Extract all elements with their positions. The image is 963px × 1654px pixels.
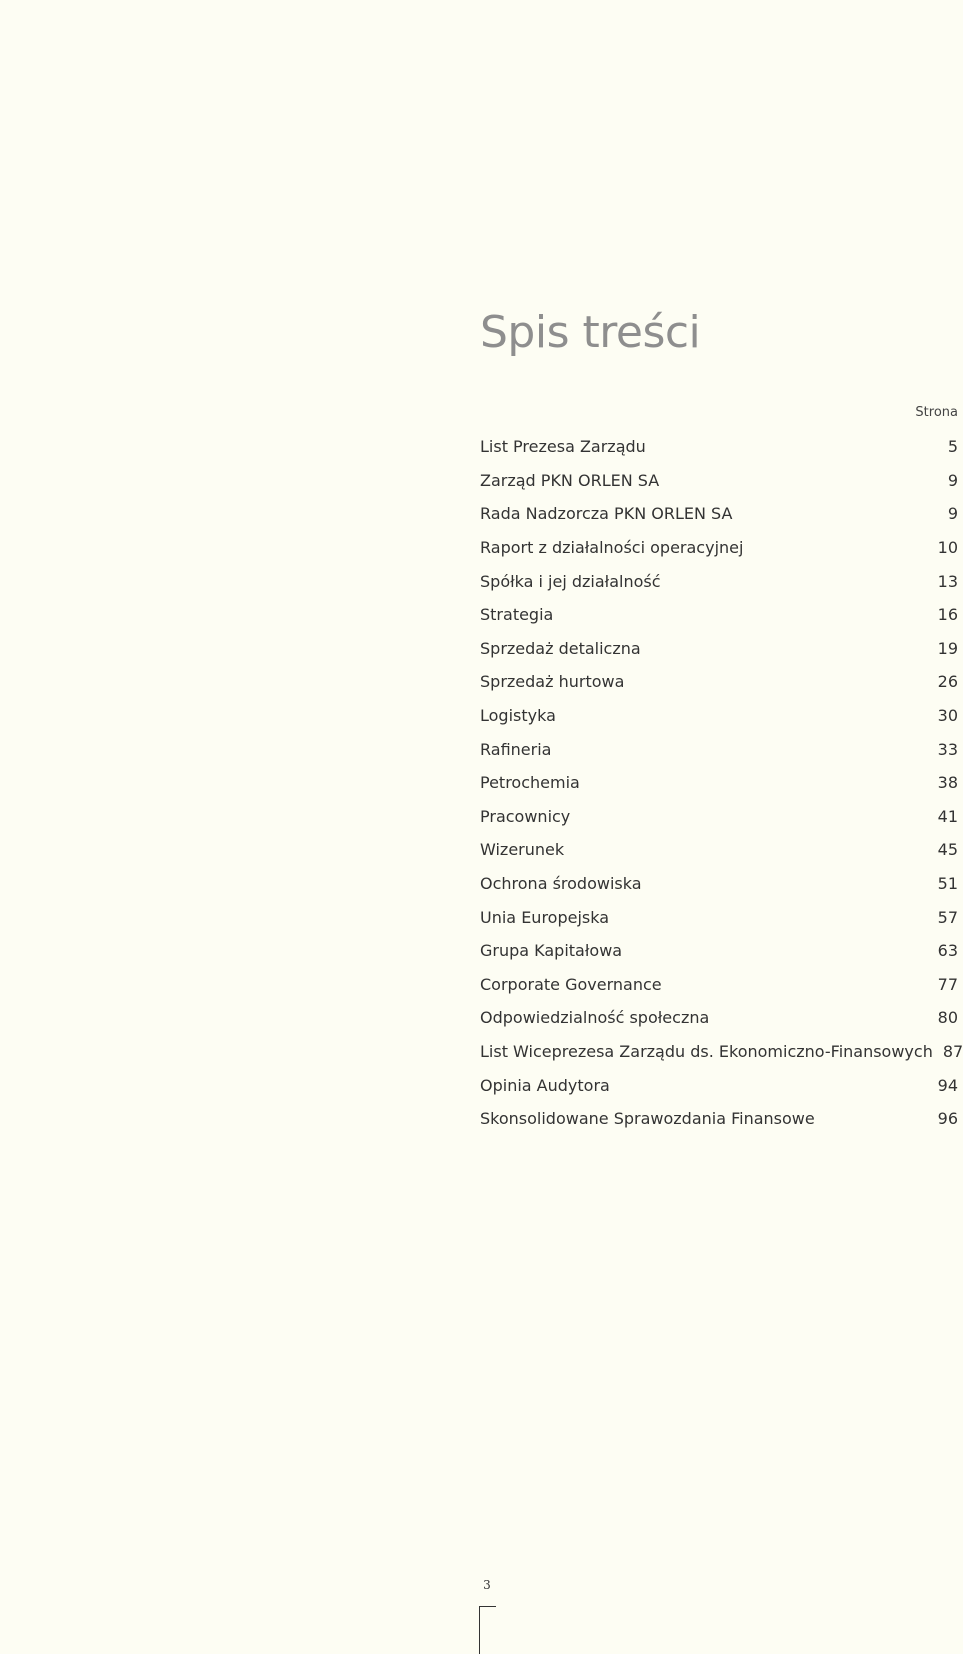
toc-entry[interactable] [480, 497, 958, 531]
toc-entry[interactable] [480, 665, 958, 699]
toc-entry-label: Rafineria [480, 739, 552, 759]
toc-entry-label: Wizerunek [480, 840, 565, 860]
toc-entry-label: Sprzedaż hurtowa [480, 672, 625, 692]
toc-entry-page: 87 [942, 1041, 963, 1061]
toc-entry[interactable] [480, 632, 958, 666]
toc-entry[interactable] [480, 968, 958, 1002]
toc-entry-label: Ochrona środowiska [480, 874, 642, 894]
toc-entry-page: 10 [937, 538, 958, 558]
toc-entry-page: 51 [937, 874, 958, 894]
table-of-contents [480, 430, 963, 1135]
toc-entry[interactable] [480, 1102, 958, 1136]
toc-entry-page: 45 [937, 840, 958, 860]
toc-entry[interactable] [480, 900, 958, 934]
toc-entry-page: 77 [937, 974, 958, 994]
toc-entry[interactable] [480, 732, 958, 766]
toc-entry-label: Petrochemia [480, 773, 580, 793]
toc-entry[interactable] [480, 1068, 958, 1102]
toc-entry-label: Strategia [480, 605, 554, 625]
toc-entry[interactable] [480, 1035, 963, 1069]
toc-entry-page: 94 [937, 1075, 958, 1095]
toc-entry-page: 16 [937, 605, 958, 625]
toc-entry-page: 41 [937, 806, 958, 826]
toc-entry[interactable] [480, 833, 958, 867]
toc-entry-page: 57 [937, 907, 958, 927]
toc-entry-label: Raport z działalności operacyjnej [480, 538, 744, 558]
toc-entry-label: Odpowiedzialność społeczna [480, 1008, 710, 1028]
toc-entry[interactable] [480, 464, 958, 498]
toc-entry-label: Skonsolidowane Sprawozdania Finansowe [480, 1109, 815, 1129]
toc-entry-page: 13 [937, 571, 958, 591]
toc-entry-page: 9 [947, 470, 958, 490]
toc-entry[interactable] [480, 531, 958, 565]
toc-entry-page: 33 [937, 739, 958, 759]
toc-entry-page: 30 [937, 706, 958, 726]
toc-entry-page: 26 [937, 672, 958, 692]
toc-entry[interactable] [480, 430, 958, 464]
toc-entry-page: 9 [947, 504, 958, 524]
toc-entry-label: Zarząd PKN ORLEN SA [480, 470, 660, 490]
page-title: Spis treści [480, 307, 701, 358]
page-number: 3 [483, 1578, 491, 1592]
corner-crop-mark [479, 1606, 496, 1654]
toc-entry-page: 96 [937, 1109, 958, 1129]
toc-entry-label: List Prezesa Zarządu [480, 437, 646, 457]
toc-entry[interactable] [480, 867, 958, 901]
toc-entry-page: 63 [937, 941, 958, 961]
toc-entry[interactable] [480, 934, 958, 968]
toc-entry-label: Logistyka [480, 706, 556, 726]
toc-entry-label: Grupa Kapitałowa [480, 941, 623, 961]
toc-entry-page: 80 [937, 1008, 958, 1028]
toc-entry-page: 38 [937, 773, 958, 793]
toc-entry[interactable] [480, 699, 958, 733]
toc-entry-label: List Wiceprezesa Zarządu ds. Ekonomiczno-Finansowych [480, 1041, 933, 1061]
toc-entry-label: Rada Nadzorcza PKN ORLEN SA [480, 504, 733, 524]
toc-entry[interactable] [480, 800, 958, 834]
toc-entry[interactable] [480, 564, 958, 598]
toc-entry-page: 19 [937, 638, 958, 658]
page-column-header: Strona [915, 405, 958, 420]
toc-entry-label: Sprzedaż detaliczna [480, 638, 641, 658]
toc-entry[interactable] [480, 766, 958, 800]
toc-entry-label: Unia Europejska [480, 907, 610, 927]
toc-entry-page: 5 [947, 437, 958, 457]
toc-entry[interactable] [480, 598, 958, 632]
toc-entry-label: Opinia Audytora [480, 1075, 610, 1095]
toc-entry-label: Corporate Governance [480, 974, 662, 994]
toc-entry-label: Pracownicy [480, 806, 571, 826]
toc-entry[interactable] [480, 1001, 958, 1035]
toc-entry-label: Spółka i jej działalność [480, 571, 661, 591]
